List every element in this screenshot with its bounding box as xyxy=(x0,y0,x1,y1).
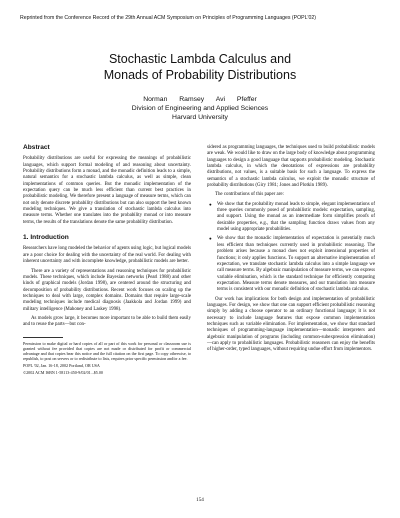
bullet-icon: ● xyxy=(209,201,212,207)
contributions-lead: The contributions of this paper are: xyxy=(215,192,284,198)
author-block xyxy=(0,95,400,122)
contributions-list xyxy=(207,202,375,294)
permission-notice: Permission to make digital or hard copies of all or part of this work for personal or classroom use is granted without fee provided that copies are not made or distributed for profit or commercial advantage and that copies bear this notice and the full citation on the first page. To copy otherwise, to republish, to post on servers or to redistribute to lists, requires prior specific permission and/or a fee. xyxy=(23,340,191,362)
page-number: 154 xyxy=(196,497,204,503)
intro-paragraph: There are a variety of representations and reasoning techniques for probabilistic models. These techniques, which include Bayesian networks (Pearl 1988) and other kinds of graphical models (Jordan 1998), are centered around the structuring and decomposition of probability distributions. Recent work focuses on scaling up the techniques to deal with large, complex domains. Domains that require large-scale modeling techniques include medical diagnosis (Jaakkola and Jordan 1999) and military intelligence (Mahoney and Laskey 1998). xyxy=(23,268,191,312)
right-column xyxy=(207,145,375,357)
reprint-note: Reprinted from the Conference Record of the 29th Annual ACM Symposium on Principles of Programming Languages (POPL'02) xyxy=(20,15,316,21)
author-division: Division of Engineering and Applied Sciences xyxy=(131,105,269,112)
abstract-heading: Abstract xyxy=(23,144,50,151)
abstract-text: Probability distributions are useful for expressing the meanings of probabilistic languages, which support formal modeling of and reasoning about uncertainty. Probability distributions form a monad, and the monadic definition leads to a simple, natural semantics for a stochastic lambda calculus, as well as simple, clean implementations of common queries. But the monadic implementation of the expectation query can be much less efficient than current best practices in probabilistic modeling. We therefore present a language of measure terms, which can not only denote discrete probability distributions but can also support the best known modeling techniques. We give a translation of stochastic lambda calculus into measure terms. Whether one translates into the probability monad or into measure terms, the results of the translations denote the same probability distribution. xyxy=(23,156,191,225)
footnote-rule xyxy=(23,337,63,338)
body-paragraph: Our work has implications for both design and implementation of probabilistic languages. For design, we show that one can support efficient probabilistic reasoning simply by adding a choose operator to an ordinary functional language; it is not necessary to include language features that expose common implementation techniques such as variable elimination. For implementation, we show that standard techniques of programming-language implementation—monadic interpreters and algebraic manipulation of programs (including common-subexpression elimination)—can apply to probabilistic languages. Probabilistic reasoners can enjoy the benefits of higher-order, typed languages, without requiring undue effort from implementors. xyxy=(207,296,375,353)
footnote xyxy=(23,341,191,375)
author-names: Norman Ramsey Avi Pfeffer xyxy=(143,96,257,103)
paper-title xyxy=(0,52,400,83)
list-item-text: We show that the monadic implementation of expectation is potentially much less efficient than techniques currently used in probabilistic reasoning. The problem arises because a monad does not exploit intensional properties of functions; it only applies functions. To support an alternative implementation of expectation, we translate stochastic lambda calculus into a simple language we call measure terms. By algebraic manipulation of measure terms, we can express variable elimination, which is the standard technique for efficiently computing expectation. Measure terms denote measures, and our translation into measure terms is consistent with our monadic definition of stochastic lambda calculus. xyxy=(217,236,375,293)
list-item xyxy=(207,236,375,293)
bullet-icon: ● xyxy=(209,236,212,242)
venue-line: POPL '02, Jan. 16-18, 2002 Portland, OR USA xyxy=(23,362,100,368)
body-paragraph: sidered as programming languages, the techniques used to build probabilistic models are weak. We would like to draw on the large body of knowledge about programming languages to design a good language that supports probabilistic modeling. Stochastic lambda calculus, in which the denotations of expressions are probability distributions, not values, is a suitable basis for such a language. To express the semantics of a stochastic lambda calculus, we exploit the monadic structure of probability distributions (Giry 1981; Jones and Plotkin 1989). xyxy=(207,145,375,189)
author-university: Harvard University xyxy=(172,114,228,121)
intro-paragraph: As models grow large, it becomes more important to be able to build them easily and to reuse the parts—but con- xyxy=(23,315,191,328)
introduction-heading: 1. Introduction xyxy=(23,234,69,242)
title-line-1: Stochastic Lambda Calculus and xyxy=(108,52,292,66)
list-item xyxy=(207,202,375,234)
intro-paragraph: Researchers have long modeled the behavior of agents using logic, but logical models are a poor choice for dealing with the uncertainty of the real world. For dealing with inherent uncertainty and with incomplete knowledge, probabilistic models are better. xyxy=(23,246,192,265)
left-column xyxy=(23,145,191,376)
copyright-line: ©2002 ACM ISBN 1-58113-450-9/02/01...$5.00 xyxy=(23,369,103,375)
list-item-text: We show that the probability monad leads to simple, elegant implementations of three queries commonly posed of probabilistic models: expectation, sampling, and support. Using the monad as an intermediate form simplifies proofs of desirable properties, e.g., that the sampling function draws values from any model using appropriate probabilities. xyxy=(217,201,375,233)
title-line-2: Monads of Probability Distributions xyxy=(103,67,297,82)
